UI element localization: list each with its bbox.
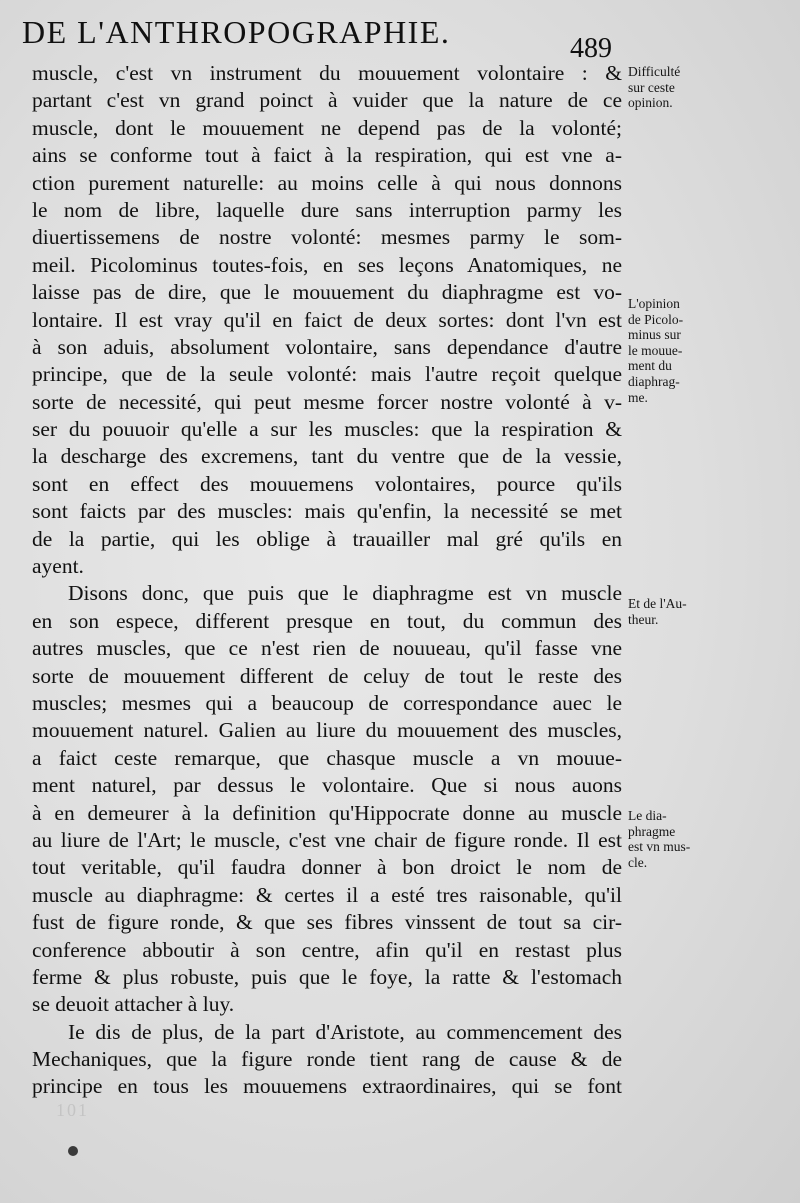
text-line: sorte de necessité, qui peut mesme forcer nostre volonté à v- [32, 389, 622, 414]
text-line: fust de figure ronde, & que ses fibres vinssent de tout sa cir- [32, 910, 622, 935]
text-line: à en demeurer à la definition qu'Hippocrate donne au muscle [32, 800, 622, 825]
text-line: muscle, dont le mouuement ne depend pas de la volonté; [32, 115, 622, 140]
text-line: de la partie, qui les oblige à trauailler mal gré qu'ils en [32, 526, 622, 551]
text-line: laisse pas de dire, que le mouuement du diaphragme est vo- [32, 280, 622, 305]
text-line: au liure de l'Art; le muscle, c'est vne chair de figure ronde. Il est [32, 827, 622, 852]
text-line: ment naturel, par dessus le volontaire. Que si nous auons [32, 773, 622, 798]
margin-note-line: theur. [628, 611, 659, 627]
text-line: ayent. [32, 554, 84, 579]
text-line: muscle au diaphragme: & certes il a esté tres raisonable, qu'il [32, 882, 622, 907]
text-line: conference abboutir à son centre, afin qu'il en restast plus [32, 937, 622, 962]
margin-note-diaphragm [628, 808, 723, 870]
margin-note-line: ment du [628, 358, 672, 374]
text-line: muscles; mesmes qui a beaucoup de correspondance auec le [32, 690, 622, 715]
margin-note-line: Le dia- [628, 808, 667, 823]
text-line: sont en effect des mouuemens volontaires, pource qu'ils [32, 471, 622, 496]
margin-note-author [628, 596, 723, 627]
margin-note-picolominus [628, 296, 723, 405]
text-line: tout veritable, qu'il faudra donner à bon droict le nom de [32, 855, 622, 880]
text-line: lontaire. Il est vray qu'il en faict de deux sortes: dont l'vn est [32, 307, 622, 332]
margin-note-line: sur ceste [628, 79, 675, 95]
margin-note-line: phragme [628, 823, 676, 839]
text-line: la descharge des excremens, tant du ventre que de la vessie, [32, 444, 622, 469]
text-line: Ie dis de plus, de la part d'Aristote, au commencement des [68, 1019, 622, 1044]
margin-note-line: Et de l'Au- [628, 596, 687, 611]
text-line: principe, que de la seule volonté: mais l'autre reçoit quelque [32, 362, 622, 387]
margin-note-line: le mouue- [628, 342, 683, 358]
margin-note-line: minus sur [628, 327, 681, 343]
text-line: ser du pouuoir qu'elle a sur les muscles: que la respiration & [32, 417, 622, 442]
text-line: ction purement naturelle: au moins celle à qui nous donnons [32, 170, 622, 195]
margin-note-line: L'opinion [628, 296, 680, 311]
margin-note-line: me. [628, 389, 648, 405]
margin-note-line: est vn mus- [628, 839, 691, 855]
ink-blot [68, 1146, 78, 1156]
text-line: sorte de mouuement different de celuy de tout le reste des [32, 663, 622, 688]
text-line: en son espece, different presque en tout, du commun des [32, 608, 622, 633]
text-line: se deuoit attacher à luy. [32, 992, 235, 1017]
margin-note-line: de Picolo- [628, 311, 684, 327]
text-line: Disons donc, que puis que le diaphragme est vn muscle [68, 581, 622, 606]
margin-note-line: cle. [628, 854, 648, 870]
text-line: a faict ceste remarque, que chasque muscle a vn mouue- [32, 745, 622, 770]
text-line: ains se conforme tout à faict à la respiration, qui est vne a- [32, 143, 622, 168]
text-line: ferme & plus robuste, puis que le foye, la ratte & l'estomach [32, 964, 622, 989]
running-header: DE L'ANTHROPOGRAPHIE. [22, 14, 451, 50]
margin-note-line: diaphrag- [628, 373, 680, 389]
margin-note-difficulty [628, 64, 723, 111]
text-line: mouuement naturel. Galien au liure du mouuement des muscles, [32, 718, 622, 743]
text-line: sont faicts par des muscles: mais qu'enfin, la necessité se met [32, 499, 622, 524]
margin-note-line: opinion. [628, 95, 673, 111]
text-line: principe en tous les mouuemens extraordinaires, qui se font [32, 1074, 622, 1099]
page-number: 489 [570, 33, 612, 64]
text-line: muscle, c'est vn instrument du mouuement volontaire : & [32, 61, 622, 85]
text-line: diuertissemens de nostre volonté: mesmes parmy le som- [32, 225, 622, 250]
text-line: partant c'est vn grand poinct à vuider que la nature de ce [32, 88, 622, 113]
text-line: le nom de libre, laquelle dure sans interruption parmy les [32, 197, 622, 222]
text-line: à son aduis, absolument volontaire, sans dependance d'autre [32, 334, 622, 359]
text-line: meil. Picolominus toutes-fois, en ses leçons Anatomiques, ne [32, 252, 622, 277]
bleed-through-text: 101 [56, 1100, 89, 1120]
body-text [32, 60, 622, 1101]
text-line: autres muscles, que ce n'est rien de nouueau, qu'il fasse vne [32, 636, 622, 661]
margin-note-line: Difficulté [628, 64, 681, 79]
text-line: Mechaniques, que la figure ronde tient rang de cause & de [32, 1047, 622, 1072]
